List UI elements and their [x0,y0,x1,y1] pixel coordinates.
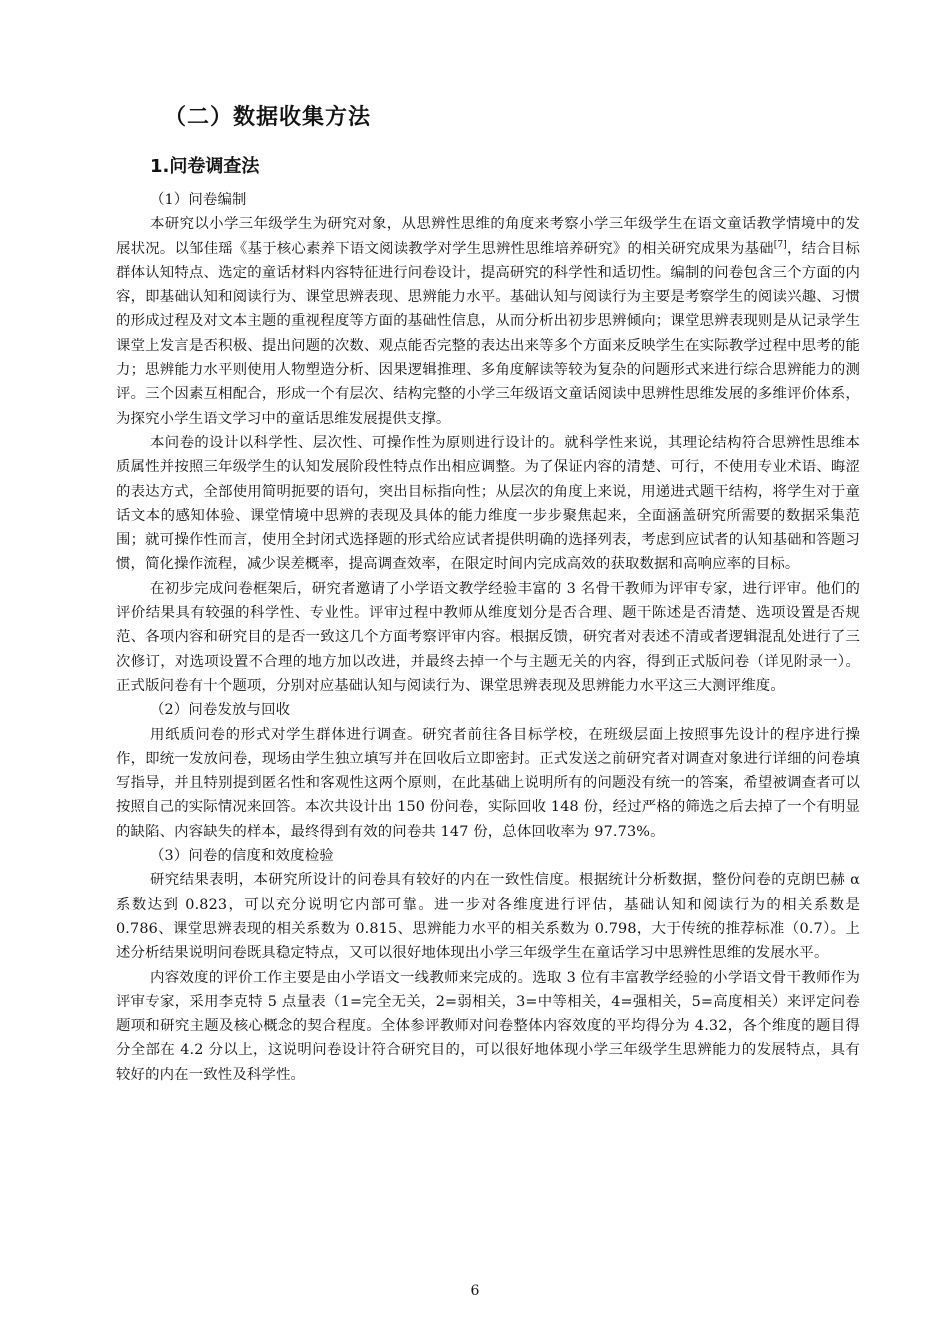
body-text [116,188,860,1087]
paragraph-3: 在初步完成问卷框架后，研究者邀请了小学语文教学经验丰富的 3 名骨干教师为评审专家，进行评审。他们的评价结果具有较强的科学性、专业性。评审过程中教师从维度划分是否合理、题干陈述是否清楚、选项设置是否规范、各项内容和研究目的是否一致这几个方面考察评审内容。根据反馈，研究者对表述不清或者逻辑混乱处进行了三次修订，对选项设置不合理的地方加以改进，并最终去掉一个与主题无关的内容，得到正式版问卷（详见附录一）。正式版问卷有十个题项，分别对应基础认知与阅读行为、课堂思辨表现及思辨能力水平这三大测评维度。 [116,580,860,694]
paragraph-5: 研究结果表明，本研究所设计的问卷具有较好的内在一致性信度。根据统计分析数据，整份问卷的克朗巴赫 α 系数达到 0.823，可以充分说明它内部可靠。进一步对各维度进行评估，基础认知和阅读行为的相关系数是 0.786、课堂思辨表现的相关系数为 0.815、思辨能力水平的相关系数为 0.798，大于传统的推荐标准（0.7）。上述分析结果说明问卷既具稳定特点，又可以很好地体现出小学三年级学生在童话学习中思辨性思维的发展水平。 [116,872,860,962]
section-heading: （二）数据收集方法 [164,105,372,130]
paragraph-6: 内容效度的评价工作主要是由小学语文一线教师来完成的。选取 3 位有丰富教学经验的小学语文骨干教师作为评审专家，采用李克特 5 点量表（1=完全无关，2=弱相关，3=中等相关，4=强相关，5=高度相关）来评定问卷题项和研究主题及核心概念的契合程度。全体参评教师对问卷整体内容效度的平均得分为 4.32，各个维度的题目得分全部在 4.2 分以上，这说明问卷设计符合研究目的，可以很好地体现小学三年级学生思辨能力的发展特点，具有较好的内在一致性及科学性。 [116,969,860,1083]
citation-marker: [7] [773,239,787,250]
subheading-distribution: （2）问卷发放与回收 [150,702,291,719]
page-number: 6 [470,1283,480,1299]
subheading-reliability-validity: （3）问卷的信度和效度检验 [150,848,334,865]
paragraph-1-text-b: ，结合目标群体认知特点、选定的童话材料内容特征进行问卷设计，提高研究的科学性和适切性。编制的问卷包含三个方面的内容，即基础认知和阅读行为、课堂思辨表现、思辨能力水平。基础认知与阅读行为主要是考察学生的阅读兴趣、习惯的形成过程及对文本主题的重视程度等方面的基础性信息，从而分析出初步思辨倾向；课堂思辨表现则是从记录学生课堂上发言是否积极、提出问题的次数、观点能否完整的表达出来等多个方面来反映学生在实际教学过程中思考的能力；思辨能力水平则使用人物塑造分析、因果逻辑推理、多角度解读等较为复杂的问题形式来进行综合思辨能力的测评。三个因素互相配合，形成一个有层次、结构完整的小学三年级语文童话阅读中思辨性思维发展的多维评价体系，为探究小学生语文学习中的童话思维发展提供支撑。 [116,240,860,427]
paragraph-2: 本问卷的设计以科学性、层次性、可操作性为原则进行设计的。就科学性来说，其理论结构符合思辨性思维本质属性并按照三年级学生的认知发展阶段性特点作出相应调整。为了保证内容的清楚、可行，不使用专业术语、晦涩的表达方式，全部使用简明扼要的语句，突出目标指向性；从层次的角度上来说，用递进式题干结构，将学生对于童话文本的感知体验、课堂情境中思辨的表现及具体的能力维度一步步聚焦起来，全面涵盖研究所需要的数据采集范围；就可操作性而言，使用全封闭式选择题的形式给应试者提供明确的选择列表，考虑到应试者的认知基础和答题习惯，简化操作流程，减少误差概率，提高调查效率，在限定时间内完成高效的获取数据和高响应率的目标。 [116,434,860,573]
paragraph-1-text-a: 本研究以小学三年级学生为研究对象，从思辨性思维的角度来考察小学三年级学生在语文童话教学情境中的发展状况。以邹佳瑶《基于核心素养下语文阅读教学对学生思辨性思维培养研究》的相关研究成果为基础 [116,216,860,257]
subsection-heading: 1.问卷调查法 [150,156,260,177]
subheading-questionnaire-design: （1）问卷编制 [150,192,247,208]
paragraph-1 [116,212,860,431]
paragraph-4: 用纸质问卷的形式对学生群体进行调查。研究者前往各目标学校，在班级层面上按照事先设计的程序进行操作，即统一发放问卷，现场由学生独立填写并在回收后立即密封。正式发送之前研究者对调查对象进行详细的问卷填写指导，并且特别提到匿名性和客观性这两个原则，在此基础上说明所有的问题没有统一的答案，希望被调查者可以按照自己的实际情况来回答。本次共设计出 150 份问卷，实际回收 148 份，经过严格的筛选之后去掉了一个有明显的缺陷、内容缺失的样本，最终得到有效的问卷共 147 份，总体回收率为 97.73%。 [116,726,860,840]
